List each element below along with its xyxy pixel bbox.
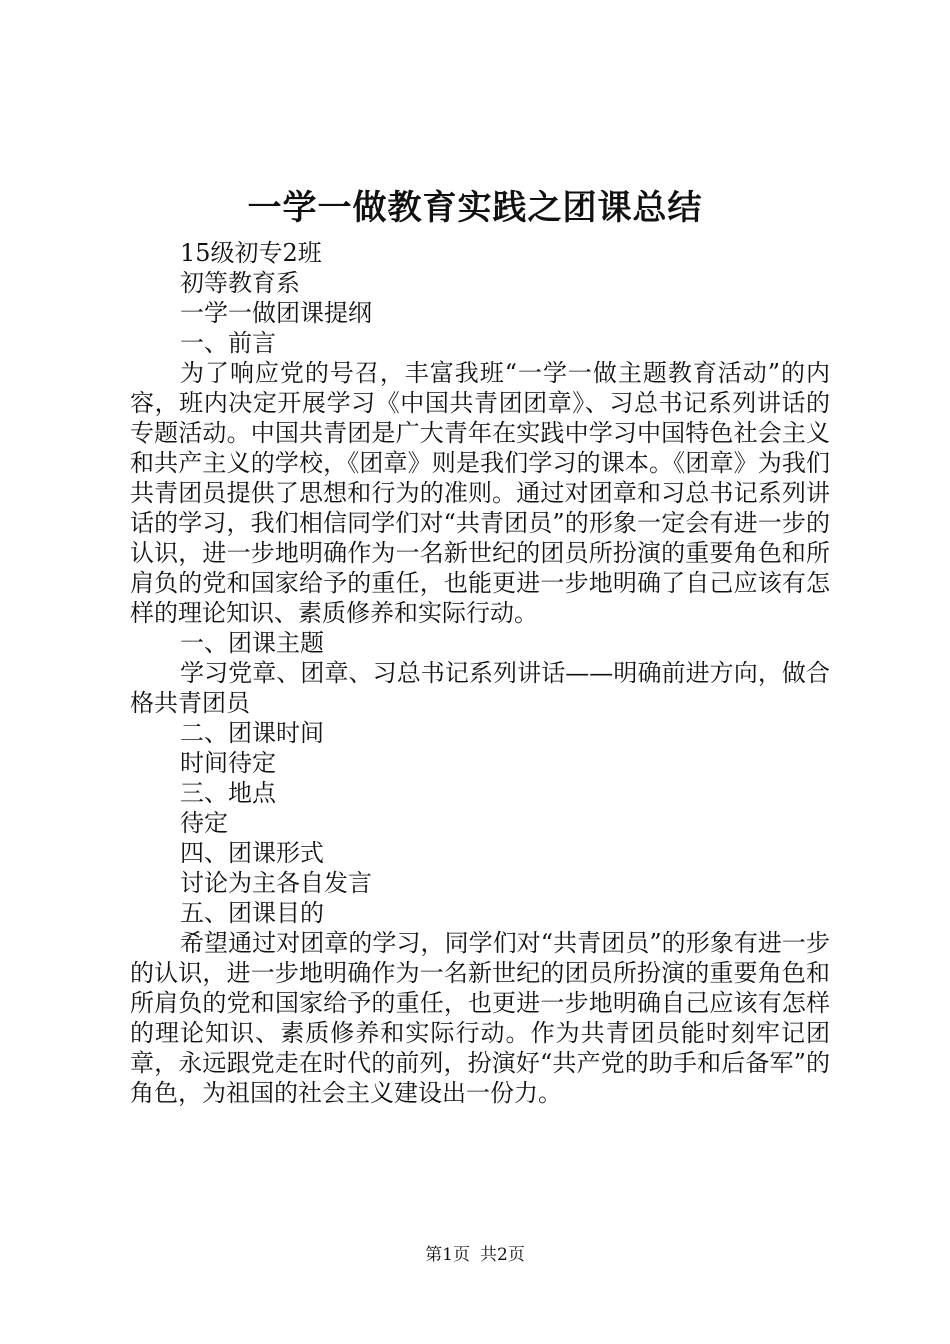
section-goal: 五、团课目的 [180,899,324,927]
preface-paragraph: 为了响应党的号召，丰富我班“一学一做主题教育活动”的内容，班内决定开展学习《中国共青团团章》、习总书记系列讲话的专题活动。中国共青团是广大青年在实践中学习中国特色社会主义和共产主义的学校，《团章》则是我们学习的课本。《团章》为我们共青团员提供了思想和行为的准则。通过对团章和习总书记系列讲话的学习，我们相信同学们对“共青团员”的形象一定会有进一步的认识，进一步地明确作为一名新世纪的团员所扮演的重要角色和所肩负的党和国家给予的重任，也能更进一步地明确了自己应该有怎样的理论知识、素质修养和实际行动。 [130,359,830,627]
section-theme: 一、团课主题 [180,629,324,657]
section-time: 二、团课时间 [180,719,324,747]
goal-paragraph: 希望通过对团章的学习，同学们对“共青团员”的形象有进一步的认识，进一步地明确作为一名新世纪的团员所扮演的重要角色和所肩负的党和国家给予的重任，也更进一步地明确自己应该有怎样的理论知识、素质修养和实际行动。作为共青团员能时刻牢记团章，永远跟党走在时代的前列，扮演好“共产党的助手和后备军”的角色，为祖国的社会主义建设出一份力。 [130,929,830,1107]
time-value: 时间待定 [180,749,276,777]
section-preface: 一、前言 [180,329,276,357]
document-body [130,238,830,1108]
place-value: 待定 [180,809,228,837]
document-title: 一学一做教育实践之团课总结 [247,188,703,228]
section-form: 四、团课形式 [180,839,324,867]
class-line: 15级初专2班 [180,239,322,267]
theme-paragraph: 学习党章、团章、习总书记系列讲话——明确前进方向，做合格共青团员 [130,659,830,717]
page-total: 共2页 [480,1245,525,1265]
form-value: 讨论为主各自发言 [180,869,372,897]
outline-title: 一学一做团课提纲 [180,299,372,327]
department-line: 初等教育系 [180,269,300,297]
page-footer [0,1244,950,1266]
section-place: 三、地点 [180,779,276,807]
page-number: 第1页 [425,1245,470,1265]
